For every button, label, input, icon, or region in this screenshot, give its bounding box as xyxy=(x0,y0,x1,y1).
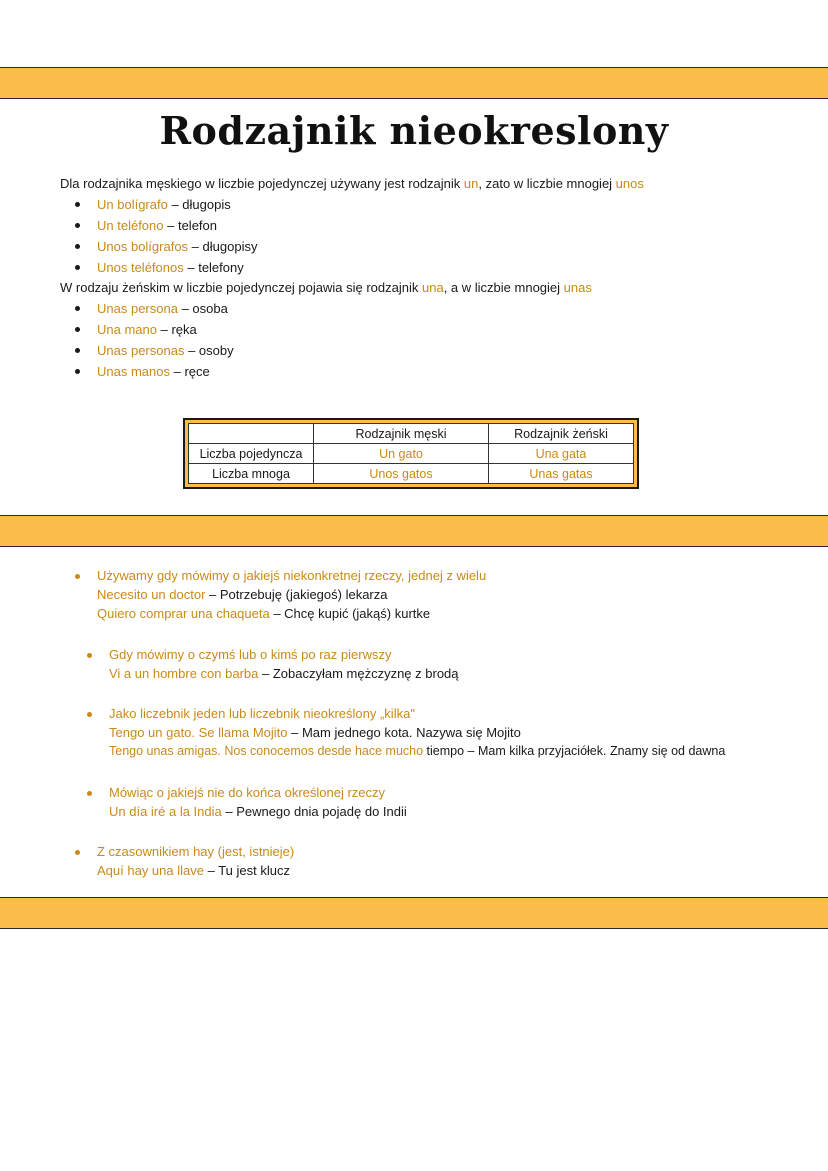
spanish-phrase: Una mano xyxy=(97,322,157,337)
spanish-phrase: Quiero comprar una chaqueta xyxy=(97,606,270,621)
polish-translation: – Zobaczyłam mężczyznę z brodą xyxy=(258,666,459,681)
dash: – xyxy=(163,218,178,233)
table-cell: Un gato xyxy=(314,444,489,464)
intro-feminine-mid: , a w liczbie mnogiej xyxy=(443,280,564,295)
usage-heading: Mówiąc o jakiejś nie do końca określonej rzeczy xyxy=(109,785,386,800)
bullet-dot xyxy=(87,653,92,658)
intro-feminine xyxy=(60,280,592,295)
polish-translation: ręce xyxy=(184,364,210,379)
usage-example xyxy=(97,861,294,880)
feminine-examples-list xyxy=(75,298,234,382)
usage-example xyxy=(97,604,486,623)
polish-translation: – Potrzebuję (jakiegoś) lekarza xyxy=(205,587,388,602)
polish-translation: tiempo – Mam kilka przyjaciółek. Znamy się od dawna xyxy=(423,744,726,758)
spanish-phrase: Un día iré a la India xyxy=(109,804,222,819)
usage-example xyxy=(109,742,725,761)
intro-masculine-mid: , zato w liczbie mnogiej xyxy=(478,176,616,191)
spanish-phrase: Unos teléfonos xyxy=(97,260,184,275)
list-item xyxy=(75,236,257,257)
dash: – xyxy=(156,322,172,337)
intro-feminine-text: W rodzaju żeńskim w liczbie pojedynczej pojawia się rodzajnik xyxy=(60,280,422,295)
table-cell: Unas gatas xyxy=(489,464,634,484)
header-band-top xyxy=(0,67,828,99)
usage-example xyxy=(109,723,725,742)
table-header-cell xyxy=(189,424,314,444)
bullet-dot xyxy=(75,574,80,579)
table-cell: Unos gatos xyxy=(314,464,489,484)
spanish-phrase: Unos bolígrafos xyxy=(97,239,189,254)
table-row-label: Liczba mnoga xyxy=(189,464,314,484)
polish-translation: telefon xyxy=(177,218,218,233)
table-header-row xyxy=(189,424,634,444)
list-item xyxy=(75,340,234,361)
table-row xyxy=(189,444,634,464)
spanish-phrase: Tengo un gato. Se llama Mojito xyxy=(109,725,288,740)
list-item xyxy=(75,319,234,340)
polish-translation: długopisy xyxy=(202,239,258,254)
spanish-phrase: Unas manos xyxy=(97,364,170,379)
section-band-middle xyxy=(0,515,828,547)
usage-item xyxy=(97,842,294,880)
footer-band-bottom xyxy=(0,897,828,929)
usage-item xyxy=(109,704,725,761)
usage-item xyxy=(97,566,486,623)
spanish-phrase: Unas persona xyxy=(97,301,178,316)
table-header-cell: Rodzajnik męski xyxy=(314,424,489,444)
article-unos: unos xyxy=(615,176,644,191)
spanish-phrase: Un teléfono xyxy=(97,218,164,233)
article-una: una xyxy=(422,280,444,295)
polish-translation: osoby xyxy=(198,343,234,358)
usage-example xyxy=(109,802,407,821)
article-un: un xyxy=(463,176,479,191)
table-cell: Una gata xyxy=(489,444,634,464)
list-item xyxy=(75,298,234,319)
dash: – xyxy=(177,301,193,316)
polish-translation: – Chcę kupić (jakąś) kurtke xyxy=(269,606,431,621)
bullet-dot xyxy=(87,791,92,796)
usage-heading: Z czasownikiem hay (jest, istnieje) xyxy=(97,844,295,859)
article-table xyxy=(188,423,634,484)
list-item xyxy=(75,257,257,278)
list-item xyxy=(75,194,257,215)
dash: – xyxy=(183,260,199,275)
bullet-dot xyxy=(87,712,92,717)
usage-item xyxy=(109,783,407,821)
article-unas: unas xyxy=(563,280,592,295)
polish-translation: telefony xyxy=(198,260,244,275)
intro-masculine-text: Dla rodzajnika męskiego w liczbie pojedynczej używany jest rodzajnik xyxy=(60,176,464,191)
list-item xyxy=(75,215,257,236)
bullet-dot xyxy=(75,850,80,855)
usage-heading: Używamy gdy mówimy o jakiejś niekonkretnej rzeczy, jednej z wielu xyxy=(97,568,487,583)
dash: – xyxy=(169,364,185,379)
table-row xyxy=(189,464,634,484)
table-row-label: Liczba pojedyncza xyxy=(189,444,314,464)
masculine-examples-list xyxy=(75,194,257,278)
dash: – xyxy=(184,343,199,358)
spanish-phrase: Un bolígrafo xyxy=(97,197,168,212)
usage-example xyxy=(109,664,459,683)
spanish-phrase: Unas personas xyxy=(97,343,185,358)
spanish-phrase: Aquí hay una llave xyxy=(97,863,204,878)
spanish-phrase: Tengo unas amigas. Nos conocemos desde hace mucho xyxy=(109,744,424,758)
dash: – xyxy=(167,197,183,212)
intro-masculine xyxy=(60,176,644,191)
polish-translation: – Tu jest klucz xyxy=(203,863,290,878)
table-header-cell: Rodzajnik żeński xyxy=(489,424,634,444)
usage-heading: Gdy mówimy o czymś lub o kimś po raz pierwszy xyxy=(109,647,392,662)
usage-item xyxy=(109,645,459,683)
polish-translation: długopis xyxy=(182,197,231,212)
spanish-phrase: Vi a un hombre con barba xyxy=(109,666,259,681)
polish-translation: osoba xyxy=(192,301,228,316)
polish-translation: ręka xyxy=(171,322,197,337)
page-title: Rodzajnik nieokreslony xyxy=(159,108,669,153)
usage-example xyxy=(97,585,486,604)
article-table-frame xyxy=(183,418,639,489)
usage-heading: Jako liczebnik jeden lub liczebnik nieokreślony „kilka" xyxy=(109,706,415,721)
dash: – xyxy=(188,239,203,254)
list-item xyxy=(75,361,234,382)
spanish-phrase: Necesito un doctor xyxy=(97,587,206,602)
polish-translation: – Pewnego dnia pojadę do Indii xyxy=(221,804,407,819)
polish-translation: – Mam jednego kota. Nazywa się Mojito xyxy=(287,725,521,740)
